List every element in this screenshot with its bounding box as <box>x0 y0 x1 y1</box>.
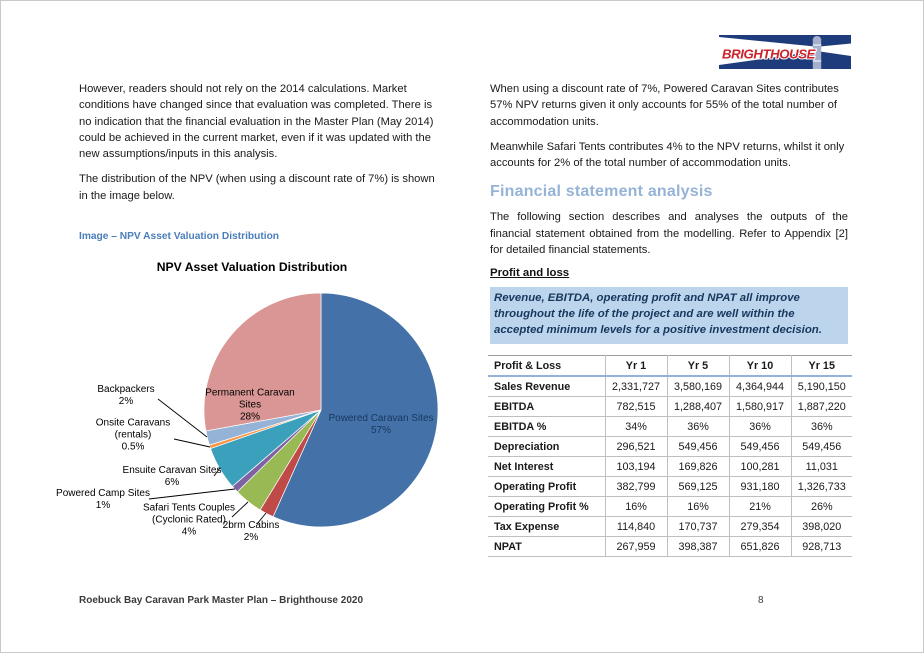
row-value: 1,580,917 <box>729 397 791 417</box>
pie-label-line: 28% <box>239 412 260 424</box>
profit-and-loss-subheading: Profit and loss <box>490 267 570 280</box>
pie-label-line: Permanent Caravan <box>205 387 295 399</box>
row-value: 16% <box>667 497 729 517</box>
key-finding-callout: Revenue, EBITDA, operating profit and NPAT all improve throughout the life of the project and are well within the accepted minimum levels for a positive investment decision. <box>490 287 848 344</box>
pnl-header-year: Yr 10 <box>729 356 791 377</box>
row-label: Tax Expense <box>494 520 560 533</box>
footer-page-number: 8 <box>758 595 764 606</box>
row-value: 296,521 <box>605 437 667 457</box>
npv-pie-chart <box>56 256 471 566</box>
pie-label-line: Onsite Caravans <box>95 417 171 429</box>
section-heading: Financial statement analysis <box>490 183 713 201</box>
pie-label-line: Backpackers <box>97 383 155 395</box>
table-row <box>488 537 852 557</box>
pie-label-line: 2% <box>243 532 259 543</box>
row-value: 1,887,220 <box>791 397 852 417</box>
image-caption: Image – NPV Asset Valuation Distribution <box>79 231 280 243</box>
pie-label-line: Powered Camp Sites <box>56 487 150 499</box>
pie-label-line: Safari Tents Couples <box>142 502 236 514</box>
pie-label-line: 6% <box>164 477 180 488</box>
row-value: 782,515 <box>605 397 667 417</box>
row-value: 279,354 <box>729 517 791 537</box>
row-value: 114,840 <box>605 517 667 537</box>
row-value: 1,288,407 <box>667 397 729 417</box>
row-value: 26% <box>791 497 852 517</box>
left-column <box>79 81 437 242</box>
pie-label-line: 1% <box>95 500 111 511</box>
footer-document-title: Roebuck Bay Caravan Park Master Plan – Brighthouse 2020 <box>79 595 364 606</box>
chart-title: NPV Asset Valuation Distribution <box>156 260 348 274</box>
logo-wordmark: BRIGHTHOUSE <box>722 46 816 62</box>
row-value: 3,580,169 <box>667 376 729 397</box>
pnl-table-head <box>488 356 852 377</box>
table-row <box>488 417 852 437</box>
row-value: 170,737 <box>667 517 729 537</box>
pie-label <box>97 384 154 408</box>
row-value: 651,826 <box>729 537 791 557</box>
row-value: 267,959 <box>605 537 667 557</box>
row-value: 398,387 <box>667 537 729 557</box>
paragraph-section-intro: The following section describes and analyses the outputs of the financial statement obtained from the modelling. Refer to Appendix [2] for detailed financial statements. <box>490 211 848 257</box>
pnl-header-year: Yr 1 <box>605 356 667 377</box>
pnl-table-body <box>488 376 852 557</box>
table-row <box>488 517 852 537</box>
pie-label <box>205 388 295 425</box>
row-label: EBITDA % <box>494 420 547 433</box>
row-label: Operating Profit % <box>494 500 589 513</box>
row-value: 36% <box>791 417 852 437</box>
table-row <box>488 497 852 517</box>
pie-label-line: 0.5% <box>121 442 145 454</box>
row-value: 549,456 <box>791 437 852 457</box>
row-value: 2,331,727 <box>605 376 667 397</box>
lighthouse-logo-icon <box>719 31 851 73</box>
row-value: 398,020 <box>791 517 852 537</box>
pie-label-line: 2brm Cabins <box>222 519 280 531</box>
row-label: EBITDA <box>494 400 535 413</box>
row-label: Net Interest <box>494 460 554 473</box>
paragraph-npv-distribution: The distribution of the NPV (when using a discount rate of 7%) is shown in the image below. <box>79 173 435 202</box>
row-label: NPAT <box>494 540 522 553</box>
row-value: 100,281 <box>729 457 791 477</box>
pnl-header-label: Profit & Loss <box>488 356 605 377</box>
row-value: 931,180 <box>729 477 791 497</box>
pie-label <box>123 465 222 489</box>
row-value: 382,799 <box>605 477 667 497</box>
pie-label <box>143 503 235 540</box>
row-value: 16% <box>605 497 667 517</box>
table-row <box>488 397 852 417</box>
pie-label <box>96 418 170 455</box>
pie-label <box>328 413 433 437</box>
pie-label-line: 57% <box>370 425 391 436</box>
pie-label-line: (rentals) <box>114 429 152 441</box>
row-value: 549,456 <box>667 437 729 457</box>
table-row <box>488 457 852 477</box>
right-column <box>490 81 848 557</box>
pie-label-line: Sites <box>238 399 262 411</box>
pie-label-line: (Cyclonic Rated) <box>152 514 226 526</box>
row-value: 21% <box>729 497 791 517</box>
row-value: 549,456 <box>729 437 791 457</box>
paragraph-safari-tents: Meanwhile Safari Tents contributes 4% to the NPV returns, whilst it only accounts for 2% of the total number of accommodation units. <box>490 140 845 170</box>
table-row <box>488 477 852 497</box>
brighthouse-logo <box>719 31 851 73</box>
pie-label-line: Powered Caravan Sites <box>328 412 434 424</box>
pie-label-line: 2% <box>118 396 134 407</box>
paragraph-2014-calculations: However, readers should not rely on the 2014 calculations. Market conditions have changed since that evaluation was completed. There is no indication that the financial evaluation in the Master Plan (May 2014) could be achieved in the current market, even if it was updated with the new assumptions/inputs in this analysis. <box>79 83 434 161</box>
pnl-header-year: Yr 5 <box>667 356 729 377</box>
pie-label <box>56 488 150 512</box>
row-value: 569,125 <box>667 477 729 497</box>
row-label: Operating Profit <box>494 480 577 493</box>
row-value: 928,713 <box>791 537 852 557</box>
row-value: 11,031 <box>791 457 852 477</box>
pie-label-line: Ensuite Caravan Sites <box>122 464 222 476</box>
row-label: Depreciation <box>494 440 560 453</box>
row-value: 103,194 <box>605 457 667 477</box>
row-value: 4,364,944 <box>729 376 791 397</box>
pie-leader-line <box>149 489 235 499</box>
table-row <box>488 376 852 397</box>
pnl-table <box>488 355 852 557</box>
row-label: Sales Revenue <box>494 380 571 393</box>
table-row <box>488 437 852 457</box>
row-value: 5,190,150 <box>791 376 852 397</box>
paragraph-discount-rate: When using a discount rate of 7%, Powered Caravan Sites contributes 57% NPV returns given it only accounts for 55% of the total number of accommodation units. <box>490 83 839 128</box>
pie-label-line: 4% <box>181 527 197 539</box>
row-value: 1,326,733 <box>791 477 852 497</box>
row-value: 169,826 <box>667 457 729 477</box>
pnl-header-year: Yr 15 <box>791 356 852 377</box>
row-value: 36% <box>667 417 729 437</box>
pie-label <box>223 520 280 544</box>
pie-leader-line <box>174 439 210 447</box>
row-value: 36% <box>729 417 791 437</box>
row-value: 34% <box>605 417 667 437</box>
